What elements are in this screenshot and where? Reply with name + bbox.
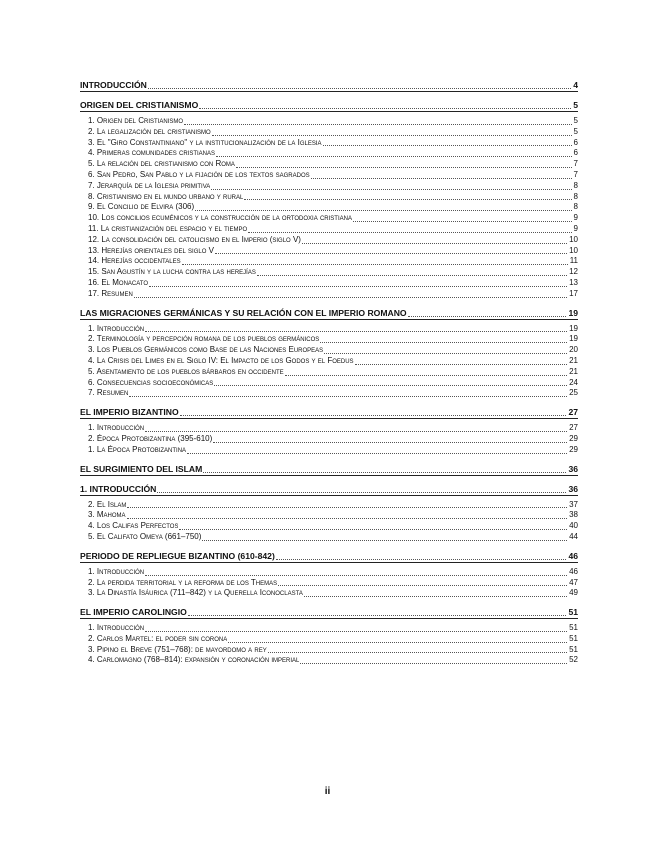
toc-entry-page: 8 (573, 180, 578, 190)
toc-section-entry[interactable] (80, 256, 578, 267)
dot-leader (276, 559, 567, 560)
dot-leader (320, 342, 567, 343)
toc-entry-page: 8 (573, 191, 578, 201)
toc-entry-title: 7. Jerarquía de la Iglesia primitiva (88, 180, 211, 190)
toc-entry-title: 4. La Crisis del Limes en el Siglo IV: El Impacto de los Godos y el Foedus (88, 355, 354, 365)
dot-leader (212, 135, 572, 136)
toc-entry-page: 19 (569, 334, 578, 344)
dot-leader (285, 375, 567, 376)
dot-leader (145, 631, 567, 632)
toc-entry-page: 21 (569, 366, 578, 376)
toc-entry-title: 1. Introducción (88, 566, 145, 576)
toc-entry-page: 9 (573, 223, 578, 233)
toc-entry-page: 49 (569, 588, 578, 598)
toc-entry-page: 38 (569, 510, 578, 520)
toc-entry-page: 5 (573, 116, 578, 125)
dot-leader (215, 253, 567, 254)
toc-entry-page: 29 (569, 444, 578, 454)
toc-entry-page: 8 (573, 202, 578, 212)
toc-section-entry[interactable] (80, 578, 578, 589)
toc-entry-title: 4. Los Califas Perfectos (88, 521, 179, 531)
dot-leader (184, 124, 572, 125)
toc-entry-page: 51 (569, 633, 578, 643)
toc-entry-title: 3. La Dinastía Isáurica (711–842) y la Querella Iconoclasta (88, 588, 303, 598)
toc-section-entry[interactable] (80, 500, 578, 511)
toc-chapter-entry[interactable] (80, 550, 578, 563)
toc-section-entry[interactable] (80, 434, 578, 445)
toc-section-entry[interactable] (80, 388, 578, 399)
dot-leader (187, 453, 567, 454)
toc-entry-page: 25 (569, 388, 578, 398)
toc-section-entry[interactable] (80, 623, 578, 634)
toc-chapter-entry[interactable] (80, 406, 578, 419)
toc-entry-page: 21 (569, 355, 578, 365)
toc-section-entry[interactable] (80, 138, 578, 149)
dot-leader (244, 199, 571, 200)
dot-leader (188, 615, 567, 616)
toc-entry-title: EL IMPERIO BIZANTINO (80, 407, 179, 418)
dot-leader (323, 145, 572, 146)
dot-leader (129, 396, 567, 397)
toc-entry-title: 1. Origen del Cristianismo (88, 116, 184, 125)
toc-chapter-entry[interactable] (80, 99, 578, 112)
toc-entry-page: 9 (573, 213, 578, 223)
toc-section-entry[interactable] (80, 378, 578, 389)
dot-leader (213, 442, 567, 443)
toc-entry-title: LAS MIGRACIONES GERMÁNICAS Y SU RELACIÓN CON EL IMPERIO ROMANO (80, 307, 407, 318)
toc-entry-title: 2. El Islam (88, 499, 127, 509)
toc-entry-title: 3. Mahoma (88, 510, 126, 520)
toc-entry-title: 1. Introducción (88, 423, 145, 433)
dot-leader (268, 652, 567, 653)
toc-section-entry[interactable] (80, 510, 578, 521)
toc-entry-page: 40 (569, 521, 578, 531)
toc-entry-title: 2. Época Protobizantina (395-610) (88, 433, 213, 443)
dot-leader (216, 156, 572, 157)
toc-entry-page: 19 (569, 323, 578, 333)
toc-section-entry[interactable] (80, 246, 578, 257)
toc-section-entry[interactable] (80, 213, 578, 224)
toc-chapter-entry[interactable] (80, 79, 578, 92)
toc-entry-title: 6. Consecuencias socioeconómicas (88, 377, 214, 387)
toc-entry-page: 6 (573, 137, 578, 147)
dot-leader (324, 353, 567, 354)
toc-entry-page: 52 (569, 655, 578, 665)
toc-entry-page: 5 (573, 100, 578, 110)
dot-leader (149, 286, 567, 287)
toc-entry-title: INTRODUCCIÓN (80, 80, 147, 90)
toc-section-entry[interactable] (80, 116, 578, 127)
dot-leader (203, 472, 566, 473)
toc-entry-page: 7 (573, 169, 578, 179)
toc-entry-page: 51 (569, 623, 578, 633)
toc-section-entry[interactable] (80, 655, 578, 666)
dot-leader (214, 385, 567, 386)
toc-entry-title: 3. Pipino el Breve (751–768): de mayordomo a rey (88, 644, 267, 654)
toc-entry-page: 44 (569, 531, 578, 541)
toc-chapter-entry[interactable] (80, 606, 578, 619)
toc-entry-title: ORIGEN DEL CRISTIANISMO (80, 100, 199, 110)
toc-entry-page: 5 (573, 126, 578, 136)
toc-section-entry[interactable] (80, 127, 578, 138)
toc-chapter-entry[interactable] (80, 463, 578, 476)
toc-entry-page: 24 (569, 377, 578, 387)
toc-section-entry[interactable] (80, 170, 578, 181)
toc-section-entry[interactable] (80, 278, 578, 289)
toc-entry-page: 7 (573, 159, 578, 169)
toc-entry-page: 27 (568, 407, 578, 418)
dot-leader (199, 108, 571, 109)
toc-entry-page: 19 (568, 307, 578, 318)
toc-entry-title: EL IMPERIO CAROLINGIO (80, 607, 187, 618)
toc-entry-title: 2. Terminología y percepción romana de los pueblos germánicos (88, 334, 320, 344)
toc-section-entry[interactable] (80, 159, 578, 170)
toc-entry-title: 1. Introducción (88, 323, 145, 333)
toc-entry-page: 51 (569, 644, 578, 654)
dot-leader (408, 316, 567, 317)
toc-entry-title: 1. Introducción (88, 623, 145, 633)
dot-leader (278, 585, 567, 586)
dot-leader (127, 507, 567, 508)
dot-leader (202, 540, 567, 541)
toc-chapter-entry[interactable] (80, 307, 578, 320)
toc-section-entry[interactable] (80, 445, 578, 456)
toc-entry-page: 46 (569, 566, 578, 576)
toc-entry-page: 47 (569, 577, 578, 587)
toc-entry-title: 2. La perdida territorial y la reforma de los Themas (88, 577, 278, 587)
toc-entry-title: 4. Primeras comunidades cristianas (88, 148, 216, 158)
dot-leader (134, 297, 567, 298)
toc-section-entry[interactable] (80, 334, 578, 345)
toc-section-entry[interactable] (80, 634, 578, 645)
toc-entry-title: 16. El Monacato (88, 277, 149, 287)
dot-leader (236, 167, 572, 168)
toc-section-entry[interactable] (80, 224, 578, 235)
toc-section-entry[interactable] (80, 192, 578, 203)
toc-entry-title: EL SURGIMIENTO DEL ISLAM (80, 463, 203, 474)
dot-leader (257, 275, 567, 276)
toc-entry-title: 3. El "Giro Constantiniano" y la institucionalización de la Iglesia (88, 137, 322, 147)
toc-section-entry[interactable] (80, 532, 578, 543)
toc-entry-title: 1. INTRODUCCIÓN (80, 483, 157, 494)
dot-leader (180, 415, 567, 416)
dot-leader (179, 529, 567, 530)
toc-entry-title: 3. Los Pueblos Germánicos como Base de las Naciones Europeas (88, 345, 324, 355)
toc-entry-title: 4. Carlomagno (768–814): expansión y coronación imperial (88, 655, 300, 665)
toc-entry-title: 10. Los concilios ecuménicos y la construcción de la ortodoxia cristiana (88, 213, 352, 223)
toc-entry-page: 51 (568, 607, 578, 618)
dot-leader (145, 575, 567, 576)
toc-entry-page: 29 (569, 433, 578, 443)
toc-entry-title: 7. Resumen (88, 388, 129, 398)
toc-section-entry[interactable] (80, 588, 578, 599)
toc-chapter-entry[interactable] (80, 483, 578, 496)
table-of-contents (80, 79, 578, 666)
toc-section-entry[interactable] (80, 289, 578, 300)
dot-leader (304, 596, 567, 597)
toc-section-entry[interactable] (80, 202, 578, 213)
dot-leader (182, 264, 568, 265)
toc-entry-title: 5. El Califato Omeya (661–750) (88, 531, 202, 541)
toc-entry-page: 6 (573, 148, 578, 158)
dot-leader (195, 210, 571, 211)
toc-entry-page: 12 (569, 267, 578, 277)
dot-leader (355, 364, 568, 365)
toc-section-entry[interactable] (80, 345, 578, 356)
toc-section-entry[interactable] (80, 645, 578, 656)
dot-leader (248, 232, 571, 233)
toc-entry-page: 27 (569, 423, 578, 433)
toc-entry-title: 5. La relación del cristianismo con Roma (88, 159, 235, 169)
toc-entry-title: 15. San Agustín y la lucha contra las herejías (88, 267, 256, 277)
dot-leader (228, 642, 567, 643)
toc-entry-title: 17. Resumen (88, 288, 133, 298)
toc-entry-title: 8. Cristianismo en el mundo urbano y rural (88, 191, 244, 201)
toc-section-entry[interactable] (80, 324, 578, 335)
toc-section-entry[interactable] (80, 235, 578, 246)
toc-entry-page: 10 (569, 234, 578, 244)
toc-entry-title: 11. La cristianización del espacio y el tiempo (88, 223, 248, 233)
toc-entry-page: 36 (568, 463, 578, 474)
toc-entry-page: 4 (573, 80, 578, 90)
toc-entry-title: 1. La Época Protobizantina (88, 444, 187, 454)
toc-entry-page: 46 (568, 550, 578, 561)
dot-leader (353, 221, 572, 222)
dot-leader (127, 518, 568, 519)
toc-section-entry[interactable] (80, 356, 578, 367)
dot-leader (148, 88, 571, 89)
toc-entry-title: PERIODO DE REPLIEGUE BIZANTINO (610-842) (80, 550, 275, 561)
dot-leader (300, 663, 567, 664)
dot-leader (157, 492, 566, 493)
toc-section-entry[interactable] (80, 521, 578, 532)
toc-entry-title: 5. Asentamiento de los pueblos bárbaros en occidente (88, 366, 284, 376)
toc-entry-page: 11 (569, 256, 578, 266)
toc-entry-title: 14. Herejías occidentales (88, 256, 181, 266)
toc-entry-page: 10 (569, 245, 578, 255)
toc-entry-title: 6. San Pedro, San Pablo y la fijación de los textos sagrados (88, 169, 310, 179)
dot-leader (145, 331, 567, 332)
dot-leader (211, 189, 571, 190)
toc-entry-page: 20 (569, 345, 578, 355)
toc-entry-title: 9. El Concilio de Elvira (306) (88, 202, 195, 212)
toc-entry-title: 13. Herejías orientales del siglo V (88, 245, 214, 255)
toc-section-entry[interactable] (80, 148, 578, 159)
toc-entry-page: 36 (568, 483, 578, 494)
toc-entry-page: 13 (569, 277, 578, 287)
toc-section-entry[interactable] (80, 367, 578, 378)
toc-entry-page: 17 (569, 288, 578, 298)
toc-section-entry[interactable] (80, 181, 578, 192)
page-number: ii (324, 786, 331, 797)
toc-section-entry[interactable] (80, 567, 578, 578)
dot-leader (302, 243, 567, 244)
toc-entry-title: 2. La legalización del cristianismo (88, 126, 211, 136)
toc-entry-title: 12. La consolidación del catolicismo en el Imperio (siglo V) (88, 234, 301, 244)
toc-entry-title: 2. Carlos Martel: el poder sin corona (88, 633, 228, 643)
toc-section-entry[interactable] (80, 423, 578, 434)
dot-leader (145, 431, 567, 432)
toc-entry-page: 37 (569, 499, 578, 509)
toc-section-entry[interactable] (80, 267, 578, 278)
dot-leader (311, 178, 572, 179)
